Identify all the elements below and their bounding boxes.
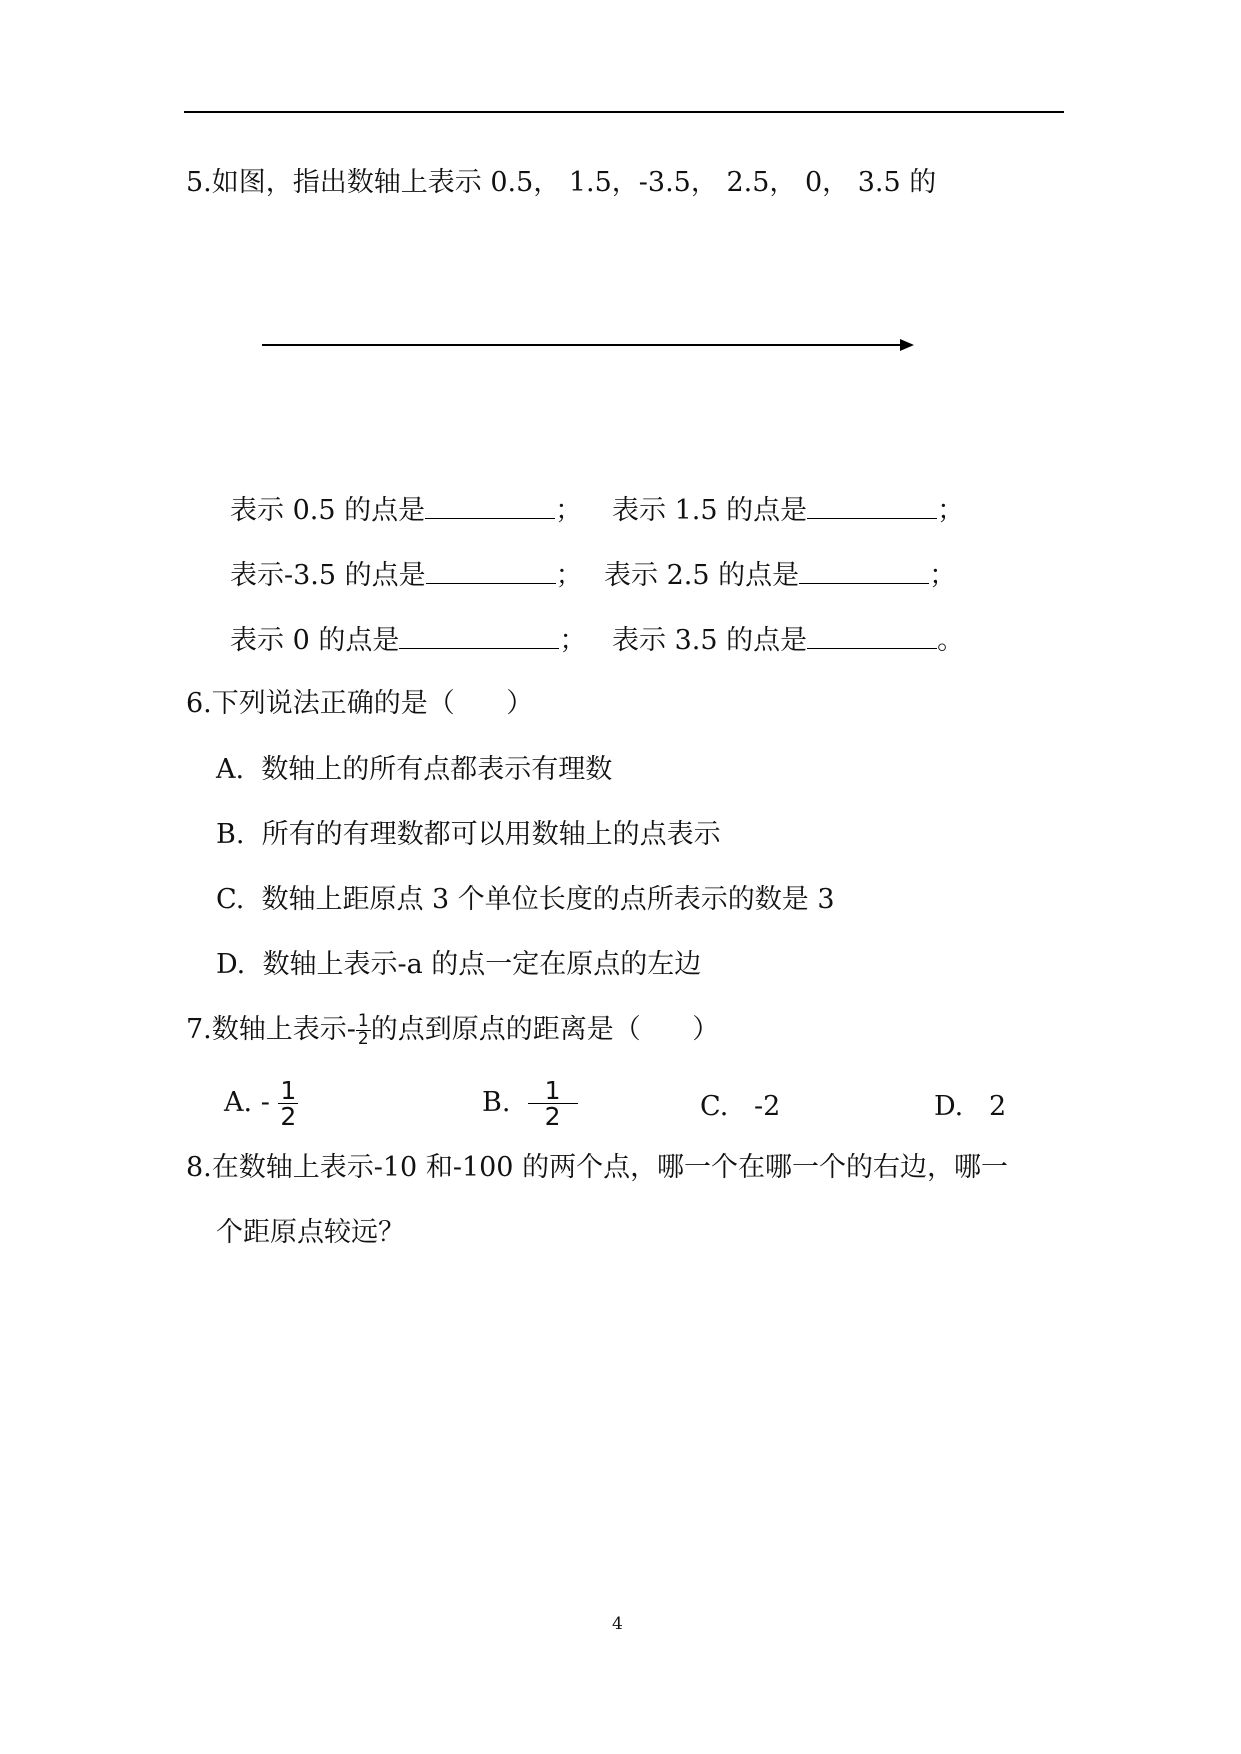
q5-row-1	[230, 491, 582, 529]
option-letter: C.	[700, 1091, 729, 1122]
fraction-numerator: 1	[357, 1011, 369, 1031]
q5-label-1-5: 表示 1.5 的点是	[612, 495, 808, 526]
separator: ；	[555, 495, 583, 526]
option-text: 数轴上距原点 3 个单位长度的点所表示的数是 3	[261, 884, 835, 915]
q5-row-2	[230, 556, 583, 594]
q6-stem: 6.下列说法正确的是（ ）	[186, 688, 534, 719]
q8-line-2: 个距原点较远？	[216, 1217, 405, 1248]
answer-blank-0[interactable]	[399, 621, 559, 649]
q5-label-0-5: 表示 0.5 的点是	[230, 495, 426, 526]
option-letter: C.	[216, 884, 245, 915]
option-text: 所有的有理数都可以用数轴上的点表示	[261, 819, 721, 850]
option-text: 数轴上表示-a 的点一定在原点的左边	[262, 949, 702, 980]
page-number: 4	[612, 1614, 623, 1634]
option-letter: A.	[216, 754, 245, 785]
q7-option-a[interactable]	[224, 1078, 298, 1129]
q5-label-0: 表示 0 的点是	[230, 625, 400, 656]
half-fraction	[356, 1013, 371, 1048]
q7-stem-start: 7.数轴上表示-	[186, 1014, 356, 1045]
q7-option-c[interactable]	[700, 1089, 780, 1125]
q6-option-c[interactable]	[216, 882, 835, 918]
option-a-fraction	[278, 1078, 298, 1129]
q8-line-1: 8.在数轴上表示-10 和-100 的两个点，哪一个在哪一个的右边，哪一	[186, 1152, 1009, 1183]
q5-row-2b	[604, 556, 956, 594]
q7-stem-end: 的点到原点的距离是（ ）	[370, 1014, 720, 1045]
option-letter: D.	[216, 949, 246, 980]
answer-blank-3-5[interactable]	[807, 621, 937, 649]
option-value: 2	[989, 1091, 1007, 1122]
fraction-denominator: 2	[280, 1102, 297, 1131]
fraction-numerator: 1	[280, 1076, 297, 1105]
separator: ；	[937, 495, 965, 526]
option-b-fraction	[528, 1078, 578, 1129]
answer-blank-0-5[interactable]	[425, 491, 555, 519]
q5-stem: 5.如图，指出数轴上表示 0.5， 1.5，-3.5， 2.5， 0， 3.5 的	[186, 167, 937, 198]
q5-label-2-5: 表示 2.5 的点是	[604, 560, 800, 591]
option-text: 数轴上的所有点都表示有理数	[261, 754, 613, 785]
answer-blank-neg-3-5[interactable]	[426, 556, 556, 584]
fraction-denominator: 2	[357, 1029, 369, 1049]
number-axis	[262, 337, 914, 353]
option-value: -2	[754, 1091, 781, 1122]
option-letter: B.	[216, 819, 245, 850]
q6-option-b[interactable]	[216, 817, 721, 853]
q5-row-1b	[612, 491, 964, 529]
answer-blank-1-5[interactable]	[807, 491, 937, 519]
q5-label-neg-3-5: 表示-3.5 的点是	[230, 560, 426, 591]
q7-option-d[interactable]	[934, 1089, 1006, 1125]
q7-option-b[interactable]	[482, 1078, 578, 1129]
answer-blank-2-5[interactable]	[799, 556, 929, 584]
q7-stem	[186, 1012, 719, 1048]
option-letter: D.	[934, 1091, 964, 1122]
separator: ；	[929, 560, 957, 591]
separator: ；	[559, 625, 587, 656]
fraction-denominator: 2	[528, 1103, 578, 1129]
q6-option-a[interactable]	[216, 752, 612, 788]
option-letter: B.	[482, 1087, 511, 1118]
q6-option-d[interactable]	[216, 947, 701, 983]
header-rule	[184, 111, 1064, 113]
separator: ；	[555, 560, 583, 591]
minus-sign: -	[260, 1087, 270, 1118]
q5-label-3-5: 表示 3.5 的点是	[612, 625, 808, 656]
option-letter: A.	[224, 1087, 253, 1118]
q5-row-3b	[612, 621, 964, 659]
fraction-numerator: 1	[544, 1076, 561, 1105]
q5-row-3	[230, 621, 586, 659]
separator: 。	[937, 625, 965, 656]
